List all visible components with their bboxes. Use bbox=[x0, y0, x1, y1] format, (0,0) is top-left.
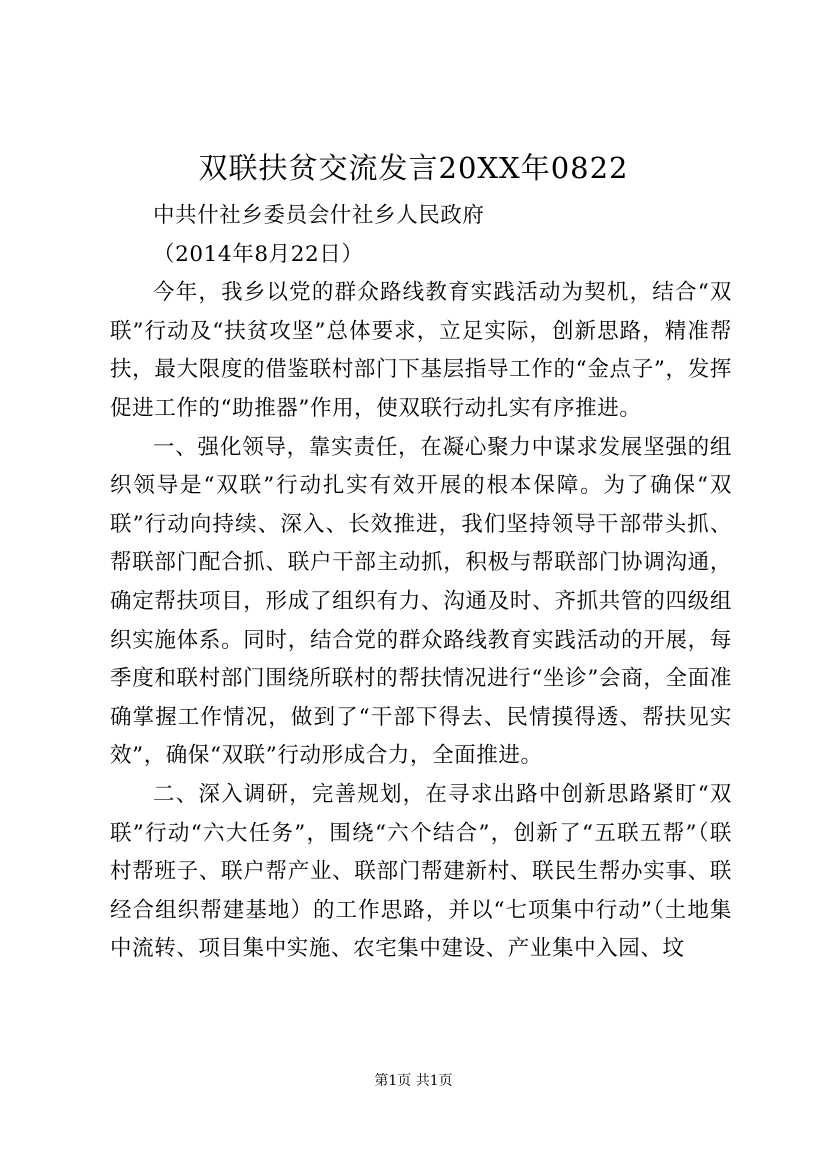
date-line: （2014年8月22日） bbox=[153, 241, 364, 267]
body-paragraph: 一、强化领导，靠实责任，在凝心聚力中谋求发展坚强的组织领导是“双联”行动扎实有效开展的根本保障。为了确保“双联”行动向持续、深入、长效推进，我们坚持领导干部带头抓、帮联部门配合抓、联户干部主动抓，积极与帮联部门协调沟通，确定帮扶项目，形成了组织有力、沟通及时、齐抓共管的四级组织实施体系。同时，结合党的群众路线教育实践活动的开展，每季度和联村部门围绕所联村的帮扶情况进行“坐诊”会商，全面准确掌握工作情况，做到了“干部下得去、民情摸得透、帮扶见实效”，确保“双联”行动形成合力，全面推进。 bbox=[110, 434, 732, 769]
body-paragraph: 二、深入调研，完善规划，在寻求出路中创新思路紧盯“双联”行动“六大任务”，围绕“六个结合”，创新了“五联五帮”（联村帮班子、联户帮产业、联部门帮建新村、联民生帮办实事、联经合组织帮建基地）的工作思路，并以“七项集中行动”（土地集中流转、项目集中实施、农宅集中建设、产业集中入园、坟 bbox=[110, 781, 732, 962]
body-paragraph: 今年，我乡以党的群众路线教育实践活动为契机，结合“双联”行动及“扶贫攻坚”总体要求，立足实际，创新思路，精准帮扶，最大限度的借鉴联村部门下基层指导工作的“金点子”，发挥促进工作的“助推器”作用，使双联行动扎实有序推进。 bbox=[110, 280, 732, 421]
document-title: 双联扶贫交流发言20XX年0822 bbox=[198, 151, 629, 185]
issuer-line: 中共什社乡委员会什社乡人民政府 bbox=[153, 203, 485, 228]
page-footer: 第1页 共1页 bbox=[374, 1073, 453, 1089]
document-body bbox=[110, 197, 732, 969]
